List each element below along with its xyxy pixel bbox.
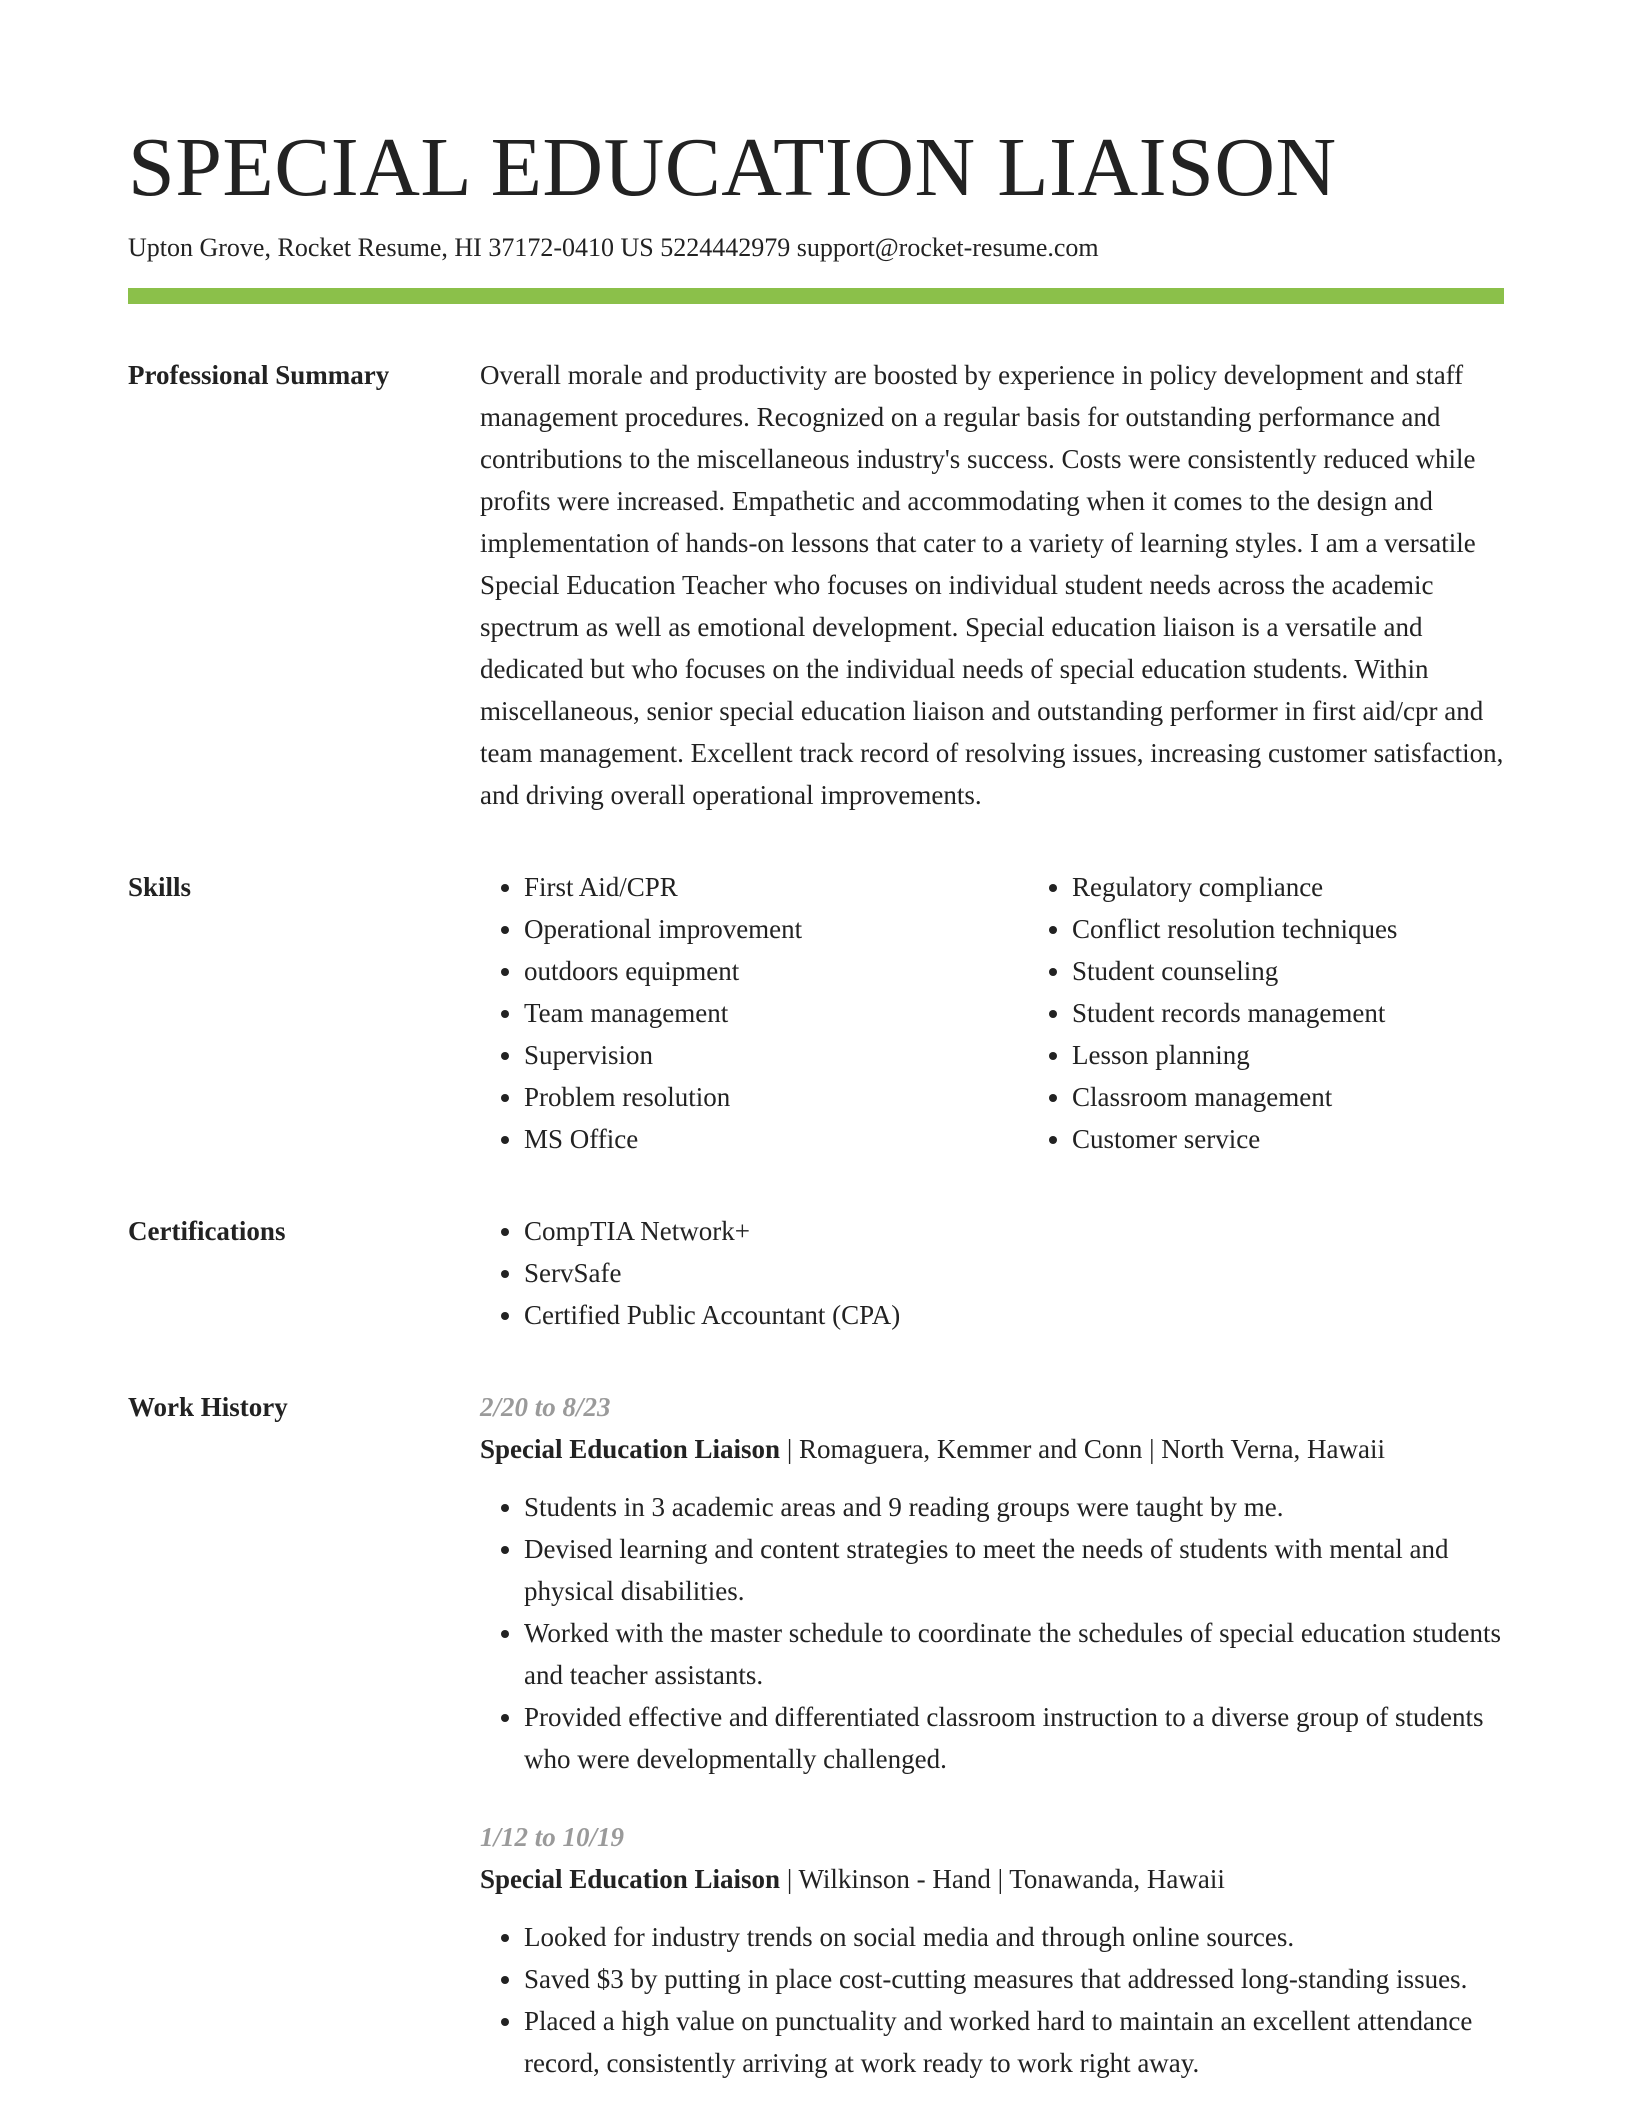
summary-content [480,354,1504,816]
skill-item: • Regulatory compliance [1072,866,1576,908]
summary-text: Overall morale and productivity are boosted by experience in policy development and staff management procedures. Recognized on a regular basis for outstanding performance and contributions to the miscellaneous industry's success. Costs were consistently reduced while profits were increased. Empathetic and accommodating when it comes to the design and implementation of hands-on lessons that cater to a variety of learning styles. I am a versatile Special Education Teacher who focuses on individual student needs across the academic spectrum as well as emotional development. Special education liaison is a versatile and dedicated but who focuses on the individual needs of special education students. Within miscellaneous, senior special education liaison and outstanding performer in first aid/cpr and team management. Excellent track record of resolving issues, increasing customer satisfaction, and driving overall operational improvements. [480,360,1504,810]
job-bullet: • Worked with the master schedule to coordinate the schedules of special education students and teacher assistants. [524,1612,1504,1696]
job-bullets [480,1486,1504,1780]
skill-item: • Lesson planning [1072,1034,1576,1076]
resume-title: SPECIAL EDUCATION LIAISON [128,121,1337,214]
skills-label: Skills [128,872,192,902]
skills-list-left [480,866,1028,1160]
work-history-label: Work History [128,1392,288,1422]
job-dates: 2/20 to 8/23 [480,1392,611,1422]
job-bullet: • Placed a high value on punctuality and worked hard to maintain an excellent attendance record, consistently arriving at work ready to work right away. [524,2000,1504,2084]
skill-item: • Student records management [1072,992,1576,1034]
job-bullet: • Provided effective and differentiated classroom instruction to a diverse group of students who were developmentally challenged. [524,1696,1504,1780]
skill-item: • Customer service [1072,1118,1576,1160]
job-title: Special Education Liaison [480,1864,781,1894]
job-bullets [480,1916,1504,2084]
skill-item: • First Aid/CPR [524,866,1028,908]
certification-item: • Certified Public Accountant (CPA) [524,1294,1504,1336]
skill-item: • MS Office [524,1118,1028,1160]
certifications-content [480,1210,1504,1336]
skill-item: • Problem resolution [524,1076,1028,1118]
job-bullet: • Students in 3 academic areas and 9 reading groups were taught by me. [524,1486,1504,1528]
job-entry [480,1816,1504,2084]
certifications-list [480,1210,1504,1336]
certifications-label: Certifications [128,1216,286,1246]
skill-item: • Team management [524,992,1028,1034]
job-dates: 1/12 to 10/19 [480,1822,625,1852]
job-bullet: • Looked for industry trends on social media and through online sources. [524,1916,1504,1958]
certifications-section [128,1210,1504,1336]
work-history-content [480,1386,1504,2120]
skills-list-right [1028,866,1576,1160]
header-divider [128,288,1504,304]
certification-item: • CompTIA Network+ [524,1210,1504,1252]
certification-item: • ServSafe [524,1252,1504,1294]
job-title: Special Education Liaison [480,1434,781,1464]
skill-item: • Conflict resolution techniques [1072,908,1576,950]
skill-item: • Supervision [524,1034,1028,1076]
skill-item: • Operational improvement [524,908,1028,950]
job-heading [480,1428,1504,1470]
skill-item: • outdoors equipment [524,950,1028,992]
skills-section [128,866,1504,1160]
contact-info: Upton Grove, Rocket Resume, HI 37172-0410 US 5224442979 support@rocket-resume.com [128,233,1099,262]
job-heading [480,1858,1504,1900]
work-history-section [128,1386,1504,2120]
summary-label: Professional Summary [128,360,390,390]
skills-content [480,866,1576,1160]
job-bullet: • Devised learning and content strategies to meet the needs of students with mental and physical disabilities. [524,1528,1504,1612]
job-bullet: • Saved $3 by putting in place cost-cutting measures that addressed long-standing issues. [524,1958,1504,2000]
skill-item: • Student counseling [1072,950,1576,992]
skill-item: • Classroom management [1072,1076,1576,1118]
job-details: | Romaguera, Kemmer and Conn | North Verna, Hawaii [780,1434,1385,1464]
summary-section [128,354,1504,816]
job-details: | Wilkinson - Hand | Tonawanda, Hawaii [780,1864,1225,1894]
job-entry [480,1386,1504,1780]
